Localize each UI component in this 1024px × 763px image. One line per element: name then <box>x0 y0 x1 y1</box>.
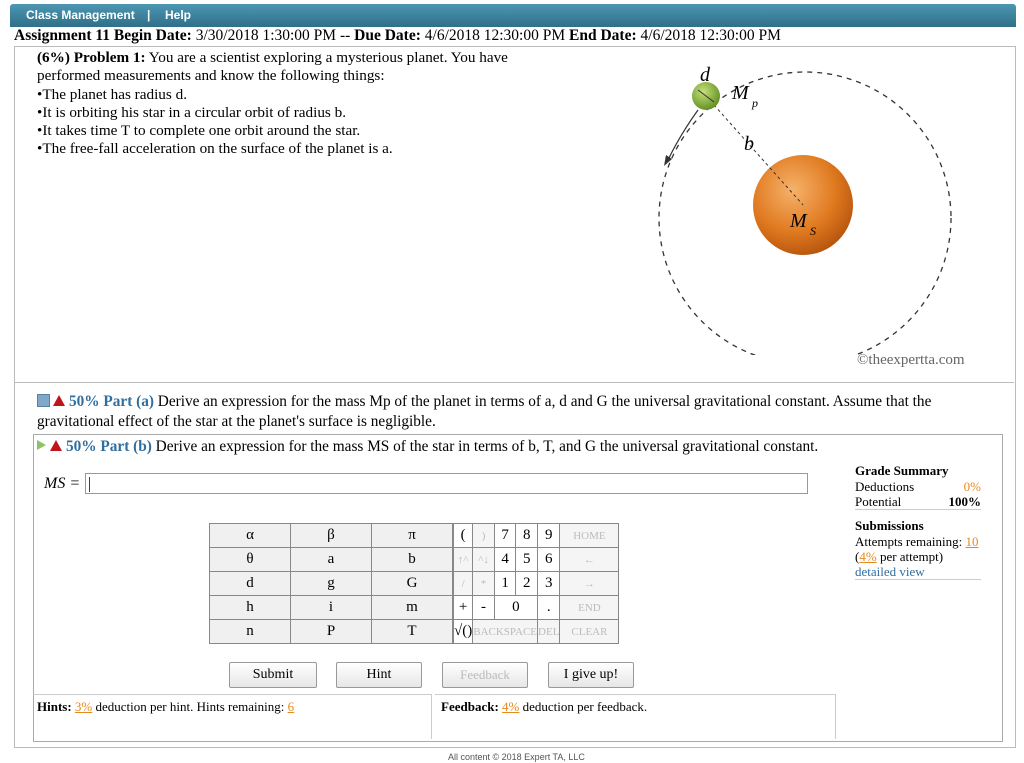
key-divide[interactable]: / <box>454 572 473 596</box>
fact-1: •The planet has radius d. <box>37 85 187 103</box>
deductions-label: Deductions <box>855 479 915 494</box>
grade-summary: Grade Summary Deductions 0% Potential 100% Submissions Attempts remaining: 10 (4% per attempt) detailed view <box>855 463 981 579</box>
fact-2: •It is orbiting his star in a circular orbit of radius b. <box>37 103 347 121</box>
warning-icon <box>53 395 65 406</box>
key-2[interactable]: 2 <box>516 572 538 596</box>
key-decimal[interactable]: . <box>538 596 560 620</box>
key-open-paren[interactable]: ( <box>454 524 473 548</box>
submissions-title: Submissions <box>855 518 924 533</box>
key-0[interactable]: 0 <box>494 596 537 620</box>
label-mp-sub: p <box>752 96 758 110</box>
problem-statement <box>37 49 562 159</box>
grade-summary-title: Grade Summary <box>855 463 949 478</box>
problem-title: Problem 1: <box>73 49 146 66</box>
feedback-text: deduction per feedback. <box>522 699 648 714</box>
text-cursor <box>89 477 90 492</box>
assignment-header <box>14 27 781 45</box>
due-label: Due Date: <box>354 27 421 44</box>
divider <box>14 382 1014 383</box>
key-8[interactable]: 8 <box>516 524 538 548</box>
fact-3: •It takes time T to complete one orbit around the star. <box>37 122 361 140</box>
attempts-label: Attempts remaining: <box>855 534 963 549</box>
feedback-label: Feedback: <box>441 699 499 714</box>
key-alpha[interactable]: α <box>210 524 291 548</box>
key-6[interactable]: 6 <box>538 548 560 572</box>
key-d[interactable]: d <box>210 572 291 596</box>
key-right-arrow[interactable]: → <box>560 572 619 596</box>
assignment-name: Assignment 11 <box>14 27 111 44</box>
nav-class-management[interactable]: Class Management <box>26 8 135 22</box>
deductions-value: 0% <box>963 479 981 494</box>
key-down-caret[interactable]: ^↓ <box>473 548 495 572</box>
label-ms: M <box>790 210 807 232</box>
copyright: ©theexpertta.com <box>857 352 965 368</box>
hints-pct: 3% <box>74 699 93 714</box>
key-m[interactable]: m <box>372 596 453 620</box>
key-up-caret[interactable]: ↑^ <box>454 548 473 572</box>
part-b <box>37 438 818 456</box>
hints-remaining: 6 <box>287 699 295 714</box>
nav-help[interactable]: Help <box>165 8 192 22</box>
expand-icon[interactable] <box>37 440 46 450</box>
key-home[interactable]: HOME <box>560 524 619 548</box>
submit-button[interactable]: Submit <box>229 662 317 688</box>
dash: -- <box>339 27 351 44</box>
key-clear[interactable]: CLEAR <box>560 620 619 644</box>
key-sqrt[interactable]: √() <box>454 620 473 644</box>
end-date: 4/6/2018 12:30:00 PM <box>640 27 781 44</box>
key-i[interactable]: i <box>291 596 372 620</box>
fact-4: •The free-fall acceleration on the surface of the planet is a. <box>37 140 393 158</box>
begin-date: 3/30/2018 1:30:00 PM <box>195 27 337 44</box>
per-attempt-label: per attempt) <box>879 549 944 564</box>
key-del[interactable]: DEL <box>538 620 560 644</box>
potential-value: 100% <box>948 494 981 509</box>
hints-panel <box>33 694 432 739</box>
label-b: b <box>744 133 754 155</box>
key-multiply[interactable]: * <box>473 572 495 596</box>
part-a <box>37 392 987 432</box>
part-b-label[interactable]: 50% Part (b) <box>66 438 152 455</box>
feedback-panel <box>435 694 836 739</box>
part-a-text: Derive an expression for the mass Mp of the planet in terms of a, d and G the universal gravitational constant. Assume that the gravitational effect of the star at the planet's surface is negligible. <box>37 393 932 430</box>
key-beta[interactable]: β <box>291 524 372 548</box>
key-9[interactable]: 9 <box>538 524 560 548</box>
key-minus[interactable]: - <box>473 596 495 620</box>
give-up-button[interactable]: I give up! <box>548 662 634 688</box>
footer: All content © 2018 Expert TA, LLC <box>448 752 585 762</box>
key-1[interactable]: 1 <box>494 572 516 596</box>
potential-label: Potential <box>855 494 902 509</box>
part-a-label[interactable]: 50% Part (a) <box>69 393 154 410</box>
detailed-view-link[interactable]: detailed view <box>855 564 981 580</box>
key-P[interactable]: P <box>291 620 372 644</box>
top-navbar <box>10 4 1016 27</box>
key-h[interactable]: h <box>210 596 291 620</box>
orbit-arrow <box>668 110 698 160</box>
hints-label: Hints: <box>37 699 72 714</box>
key-n[interactable]: n <box>210 620 291 644</box>
hint-button[interactable]: Hint <box>336 662 422 688</box>
nav-separator: | <box>147 8 151 22</box>
per-attempt-pct: 4% <box>859 549 877 564</box>
due-date: 4/6/2018 12:30:00 PM <box>424 27 566 44</box>
key-T[interactable]: T <box>372 620 453 644</box>
key-G[interactable]: G <box>372 572 453 596</box>
label-mp: M <box>732 82 749 104</box>
key-b[interactable]: b <box>372 548 453 572</box>
answer-input[interactable] <box>85 473 808 494</box>
key-plus[interactable]: + <box>454 596 473 620</box>
key-a[interactable]: a <box>291 548 372 572</box>
attempts-value: 10 <box>965 534 979 549</box>
key-left-arrow[interactable]: ← <box>560 548 619 572</box>
key-4[interactable]: 4 <box>494 548 516 572</box>
key-g[interactable]: g <box>291 572 372 596</box>
feedback-button[interactable]: Feedback <box>442 662 528 688</box>
end-label: End Date: <box>569 27 637 44</box>
label-ms-sub: S <box>810 224 816 238</box>
key-end[interactable]: END <box>560 596 619 620</box>
key-5[interactable]: 5 <box>516 548 538 572</box>
orbit-diagram <box>640 55 960 355</box>
key-backspace[interactable]: BACKSPACE <box>473 620 538 644</box>
numeric-keypad <box>453 523 619 644</box>
answer-label: MS = <box>44 475 81 492</box>
begin-label: Begin Date: <box>113 27 192 44</box>
collapse-icon[interactable] <box>37 394 50 407</box>
problem-weight: (6%) <box>37 49 70 66</box>
label-d: d <box>700 64 710 86</box>
arrow-head <box>664 155 672 166</box>
symbol-keypad <box>209 523 453 644</box>
key-pi[interactable]: π <box>372 524 453 548</box>
key-theta[interactable]: θ <box>210 548 291 572</box>
problem-intro: You are a scientist exploring a mysterious planet. You have performed measurements and know the following things: <box>37 49 508 85</box>
feedback-pct: 4% <box>502 699 520 714</box>
part-b-text: Derive an expression for the mass MS of the star in terms of b, T, and G the universal gravitational constant. <box>155 438 819 455</box>
warning-icon <box>50 440 62 451</box>
key-close-paren[interactable]: ) <box>473 524 495 548</box>
key-7[interactable]: 7 <box>494 524 516 548</box>
hints-text: deduction per hint. Hints remaining: <box>95 699 285 714</box>
key-3[interactable]: 3 <box>538 572 560 596</box>
